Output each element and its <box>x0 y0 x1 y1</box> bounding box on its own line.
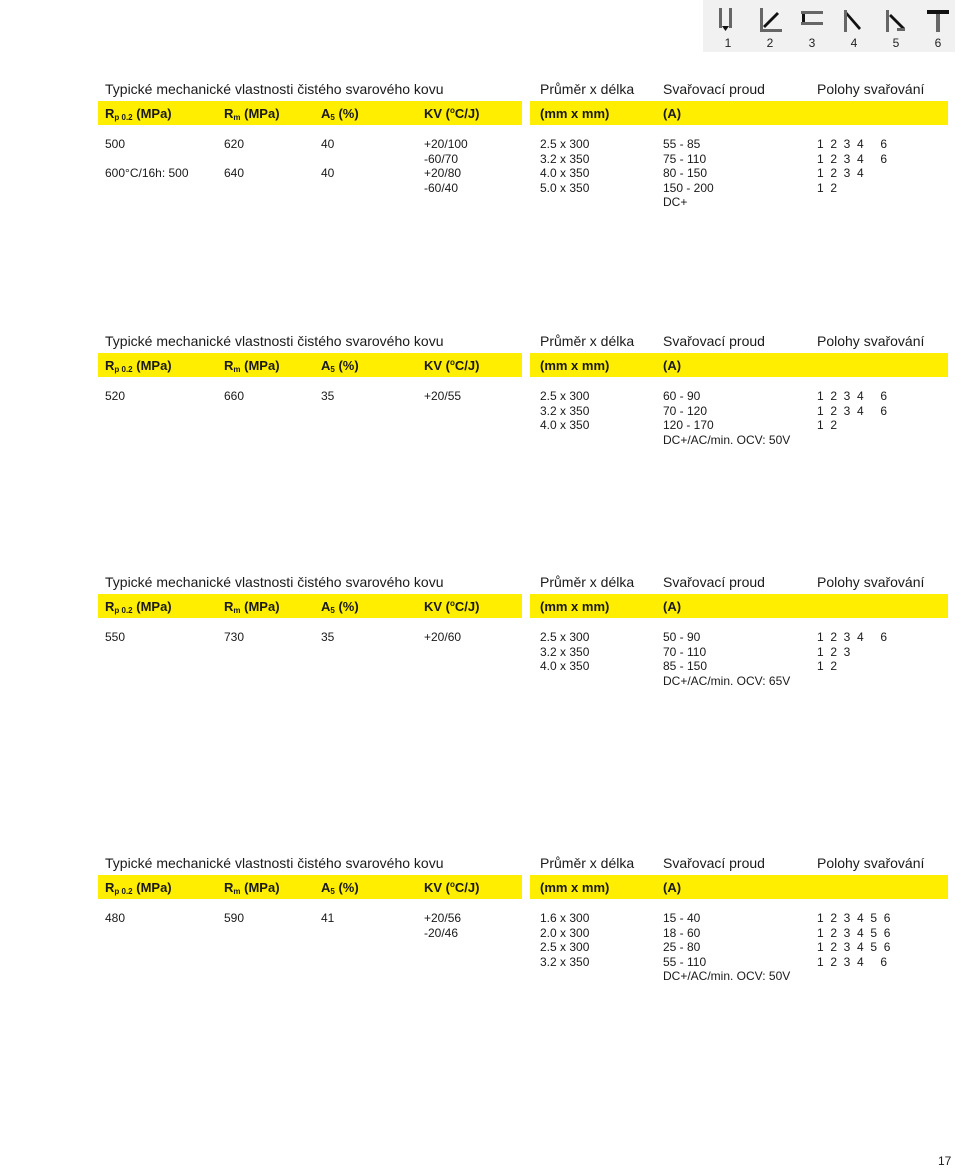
a5-header: $A_5$ (%) <box>321 358 359 374</box>
diam-cell: 2.5 x 300 <box>540 630 590 644</box>
diam-cell: 2.5 x 300 <box>540 940 590 955</box>
rm-cell: 620 <box>224 137 245 151</box>
current-cell: 55 - 110 <box>663 954 707 969</box>
diam-cell: 2.5 x 300 <box>540 137 590 151</box>
mechanical-properties-title: Typické mechanické vlastnosti čistého svarového kovu <box>105 81 444 97</box>
rp-cell: 480 <box>105 911 126 925</box>
kv-cell: -20/46 <box>424 925 459 940</box>
vertical-up-position-icon <box>799 6 825 34</box>
a5-values <box>321 389 334 404</box>
diameter-unit-header: (mm x mm) <box>540 106 610 121</box>
current-cell: DC+/AC/min. OCV: 65V <box>663 673 791 688</box>
positions-cell: 1 2 3 <box>817 644 851 659</box>
welding-current-title: Svařovací proud <box>663 333 765 349</box>
current-cell: 60 - 90 <box>663 389 701 403</box>
rp-cell: 600°C/16h: 500 <box>105 166 189 181</box>
kv-cell: +20/100 <box>424 137 468 151</box>
current-cell: 15 - 40 <box>663 911 701 925</box>
position-values <box>817 137 887 195</box>
a5-cell: 40 <box>321 137 335 151</box>
diam-cell: 3.2 x 350 <box>540 644 590 659</box>
position-number: 5 <box>892 36 900 50</box>
rp-cell: 520 <box>105 389 126 403</box>
positions-cell: 1 2 3 4 <box>817 166 864 181</box>
a5-header: $A_5$ (%) <box>321 599 359 615</box>
current-cell: 55 - 85 <box>663 137 701 151</box>
position-2 <box>749 0 791 52</box>
diameter-unit-header: (mm x mm) <box>540 599 610 614</box>
positions-cell: 1 2 3 4 6 <box>817 137 888 151</box>
diam-cell: 3.2 x 350 <box>540 403 590 418</box>
rp-values <box>105 137 189 181</box>
kv-values <box>424 911 461 940</box>
rm-header: $R_m$ (MPa) <box>224 880 280 896</box>
current-cell: 70 - 120 <box>663 403 708 418</box>
diam-cell: 3.2 x 350 <box>540 151 590 166</box>
diam-cell: 1.6 x 300 <box>540 911 590 925</box>
rp-values <box>105 911 125 926</box>
current-values <box>663 911 790 984</box>
diameter-unit-header: (mm x mm) <box>540 358 610 373</box>
rm-values <box>224 911 244 926</box>
a5-values <box>321 137 334 181</box>
horizontal-vertical-position-icon <box>757 6 783 34</box>
position-4 <box>833 0 875 52</box>
overhead-position-icon <box>883 6 909 34</box>
rm-values <box>224 137 244 181</box>
kv-cell: -60/70 <box>424 151 459 166</box>
position-number: 1 <box>724 36 732 50</box>
current-unit-header: (A) <box>663 880 682 895</box>
kv-cell: +20/56 <box>424 911 462 925</box>
rm-header: $R_m$ (MPa) <box>224 106 280 122</box>
current-cell: DC+/AC/min. OCV: 50V <box>663 432 791 447</box>
diam-cell: 5.0 x 350 <box>540 180 590 195</box>
welding-positions-title: Polohy svařování <box>817 81 925 97</box>
a5-header: $A_5$ (%) <box>321 106 359 122</box>
rm-cell: 640 <box>224 166 245 181</box>
current-cell: 50 - 90 <box>663 630 701 644</box>
welding-positions-title: Polohy svařování <box>817 333 925 349</box>
kv-header: KV ($^o$C/J) <box>424 599 480 614</box>
kv-values <box>424 137 468 195</box>
a5-cell: 35 <box>321 389 335 403</box>
current-values <box>663 630 790 688</box>
vertical-down-position-icon <box>841 6 867 34</box>
diam-cell: 3.2 x 350 <box>540 954 590 969</box>
current-cell: 25 - 80 <box>663 940 701 955</box>
diameter-length-title: Průměr x délka <box>540 81 635 97</box>
rm-cell: 590 <box>224 911 245 925</box>
current-cell: 85 - 150 <box>663 659 708 674</box>
kv-cell: +20/80 <box>424 166 462 181</box>
diameter-values <box>540 911 589 969</box>
positions-cell: 1 2 3 4 5 6 <box>817 925 891 940</box>
welding-positions-title: Polohy svařování <box>817 855 925 871</box>
positions-cell: 1 2 3 4 6 <box>817 403 888 418</box>
welding-current-title: Svařovací proud <box>663 574 765 590</box>
position-number: 4 <box>850 36 858 50</box>
positions-cell: 1 2 3 4 6 <box>817 954 888 969</box>
kv-header: KV ($^o$C/J) <box>424 880 480 895</box>
current-cell: 120 - 170 <box>663 418 714 433</box>
diam-cell: 4.0 x 350 <box>540 418 590 433</box>
positions-cell: 1 2 3 4 5 6 <box>817 940 891 955</box>
current-cell: DC+/AC/min. OCV: 50V <box>663 969 791 984</box>
mechanical-properties-title: Typické mechanické vlastnosti čistého svarového kovu <box>105 574 444 590</box>
diameter-values <box>540 630 589 674</box>
current-values <box>663 137 714 210</box>
rp-header: $R_{p 0.2}$ (MPa) <box>105 599 172 615</box>
diameter-length-title: Průměr x délka <box>540 855 635 871</box>
current-cell: 150 - 200 <box>663 180 714 195</box>
current-cell: 75 - 110 <box>663 151 707 166</box>
mechanical-properties-title: Typické mechanické vlastnosti čistého svarového kovu <box>105 333 444 349</box>
diam-cell: 2.0 x 300 <box>540 925 590 940</box>
a5-cell <box>321 152 334 167</box>
current-values <box>663 389 790 447</box>
rm-cell: 730 <box>224 630 245 644</box>
position-values <box>817 911 890 969</box>
current-cell: 70 - 110 <box>663 644 707 659</box>
welding-positions-legend <box>703 0 955 52</box>
rm-cell <box>224 152 244 167</box>
position-5 <box>875 0 917 52</box>
diameter-values <box>540 137 589 195</box>
flat-position-icon <box>715 6 741 34</box>
rm-values <box>224 389 244 404</box>
positions-cell: 1 2 3 4 6 <box>817 151 888 166</box>
positions-cell: 1 2 <box>817 418 838 433</box>
rp-cell: 550 <box>105 630 126 644</box>
page-number: 17 <box>938 1154 952 1168</box>
rm-values <box>224 630 244 645</box>
current-cell: 80 - 150 <box>663 166 708 181</box>
current-unit-header: (A) <box>663 358 682 373</box>
kv-cell: -60/40 <box>424 180 459 195</box>
positions-cell: 1 2 3 4 6 <box>817 630 888 644</box>
diameter-length-title: Průměr x délka <box>540 333 635 349</box>
current-cell: 18 - 60 <box>663 925 701 940</box>
diameter-length-title: Průměr x délka <box>540 574 635 590</box>
positions-cell: 1 2 3 4 6 <box>817 389 888 403</box>
position-number: 6 <box>934 36 942 50</box>
kv-cell: +20/55 <box>424 389 462 403</box>
a5-cell: 40 <box>321 166 335 181</box>
kv-cell: +20/60 <box>424 630 462 644</box>
positions-cell: 1 2 <box>817 180 838 195</box>
rp-cell: 500 <box>105 137 126 151</box>
positions-cell: 1 2 3 4 5 6 <box>817 911 891 925</box>
position-values <box>817 389 887 433</box>
position-number: 2 <box>766 36 774 50</box>
a5-values <box>321 911 334 926</box>
kv-header: KV ($^o$C/J) <box>424 106 480 121</box>
rp-values <box>105 389 125 404</box>
mechanical-properties-title: Typické mechanické vlastnosti čistého svarového kovu <box>105 855 444 871</box>
rp-values <box>105 630 125 645</box>
welding-current-title: Svařovací proud <box>663 855 765 871</box>
rm-header: $R_m$ (MPa) <box>224 358 280 374</box>
rp-cell <box>105 152 189 167</box>
diam-cell: 4.0 x 350 <box>540 659 590 674</box>
diameter-unit-header: (mm x mm) <box>540 880 610 895</box>
position-1 <box>707 0 749 52</box>
current-cell: DC+ <box>663 195 688 210</box>
diameter-values <box>540 389 589 433</box>
rm-cell: 660 <box>224 389 245 403</box>
position-6 <box>917 0 959 52</box>
rp-header: $R_{p 0.2}$ (MPa) <box>105 106 172 122</box>
welding-current-title: Svařovací proud <box>663 81 765 97</box>
rp-header: $R_{p 0.2}$ (MPa) <box>105 358 172 374</box>
position-3 <box>791 0 833 52</box>
rm-header: $R_m$ (MPa) <box>224 599 280 615</box>
welding-positions-title: Polohy svařování <box>817 574 925 590</box>
current-unit-header: (A) <box>663 599 682 614</box>
kv-header: KV ($^o$C/J) <box>424 358 480 373</box>
position-values <box>817 630 887 674</box>
diam-cell: 4.0 x 350 <box>540 166 590 181</box>
horizontal-fillet-position-icon <box>925 6 951 34</box>
a5-values <box>321 630 334 645</box>
a5-cell: 41 <box>321 911 335 925</box>
position-number: 3 <box>808 36 816 50</box>
a5-header: $A_5$ (%) <box>321 880 359 896</box>
rp-header: $R_{p 0.2}$ (MPa) <box>105 880 172 896</box>
positions-cell: 1 2 <box>817 659 838 674</box>
a5-cell: 35 <box>321 630 335 644</box>
diam-cell: 2.5 x 300 <box>540 389 590 403</box>
current-unit-header: (A) <box>663 106 682 121</box>
kv-values <box>424 389 461 404</box>
kv-values <box>424 630 461 645</box>
